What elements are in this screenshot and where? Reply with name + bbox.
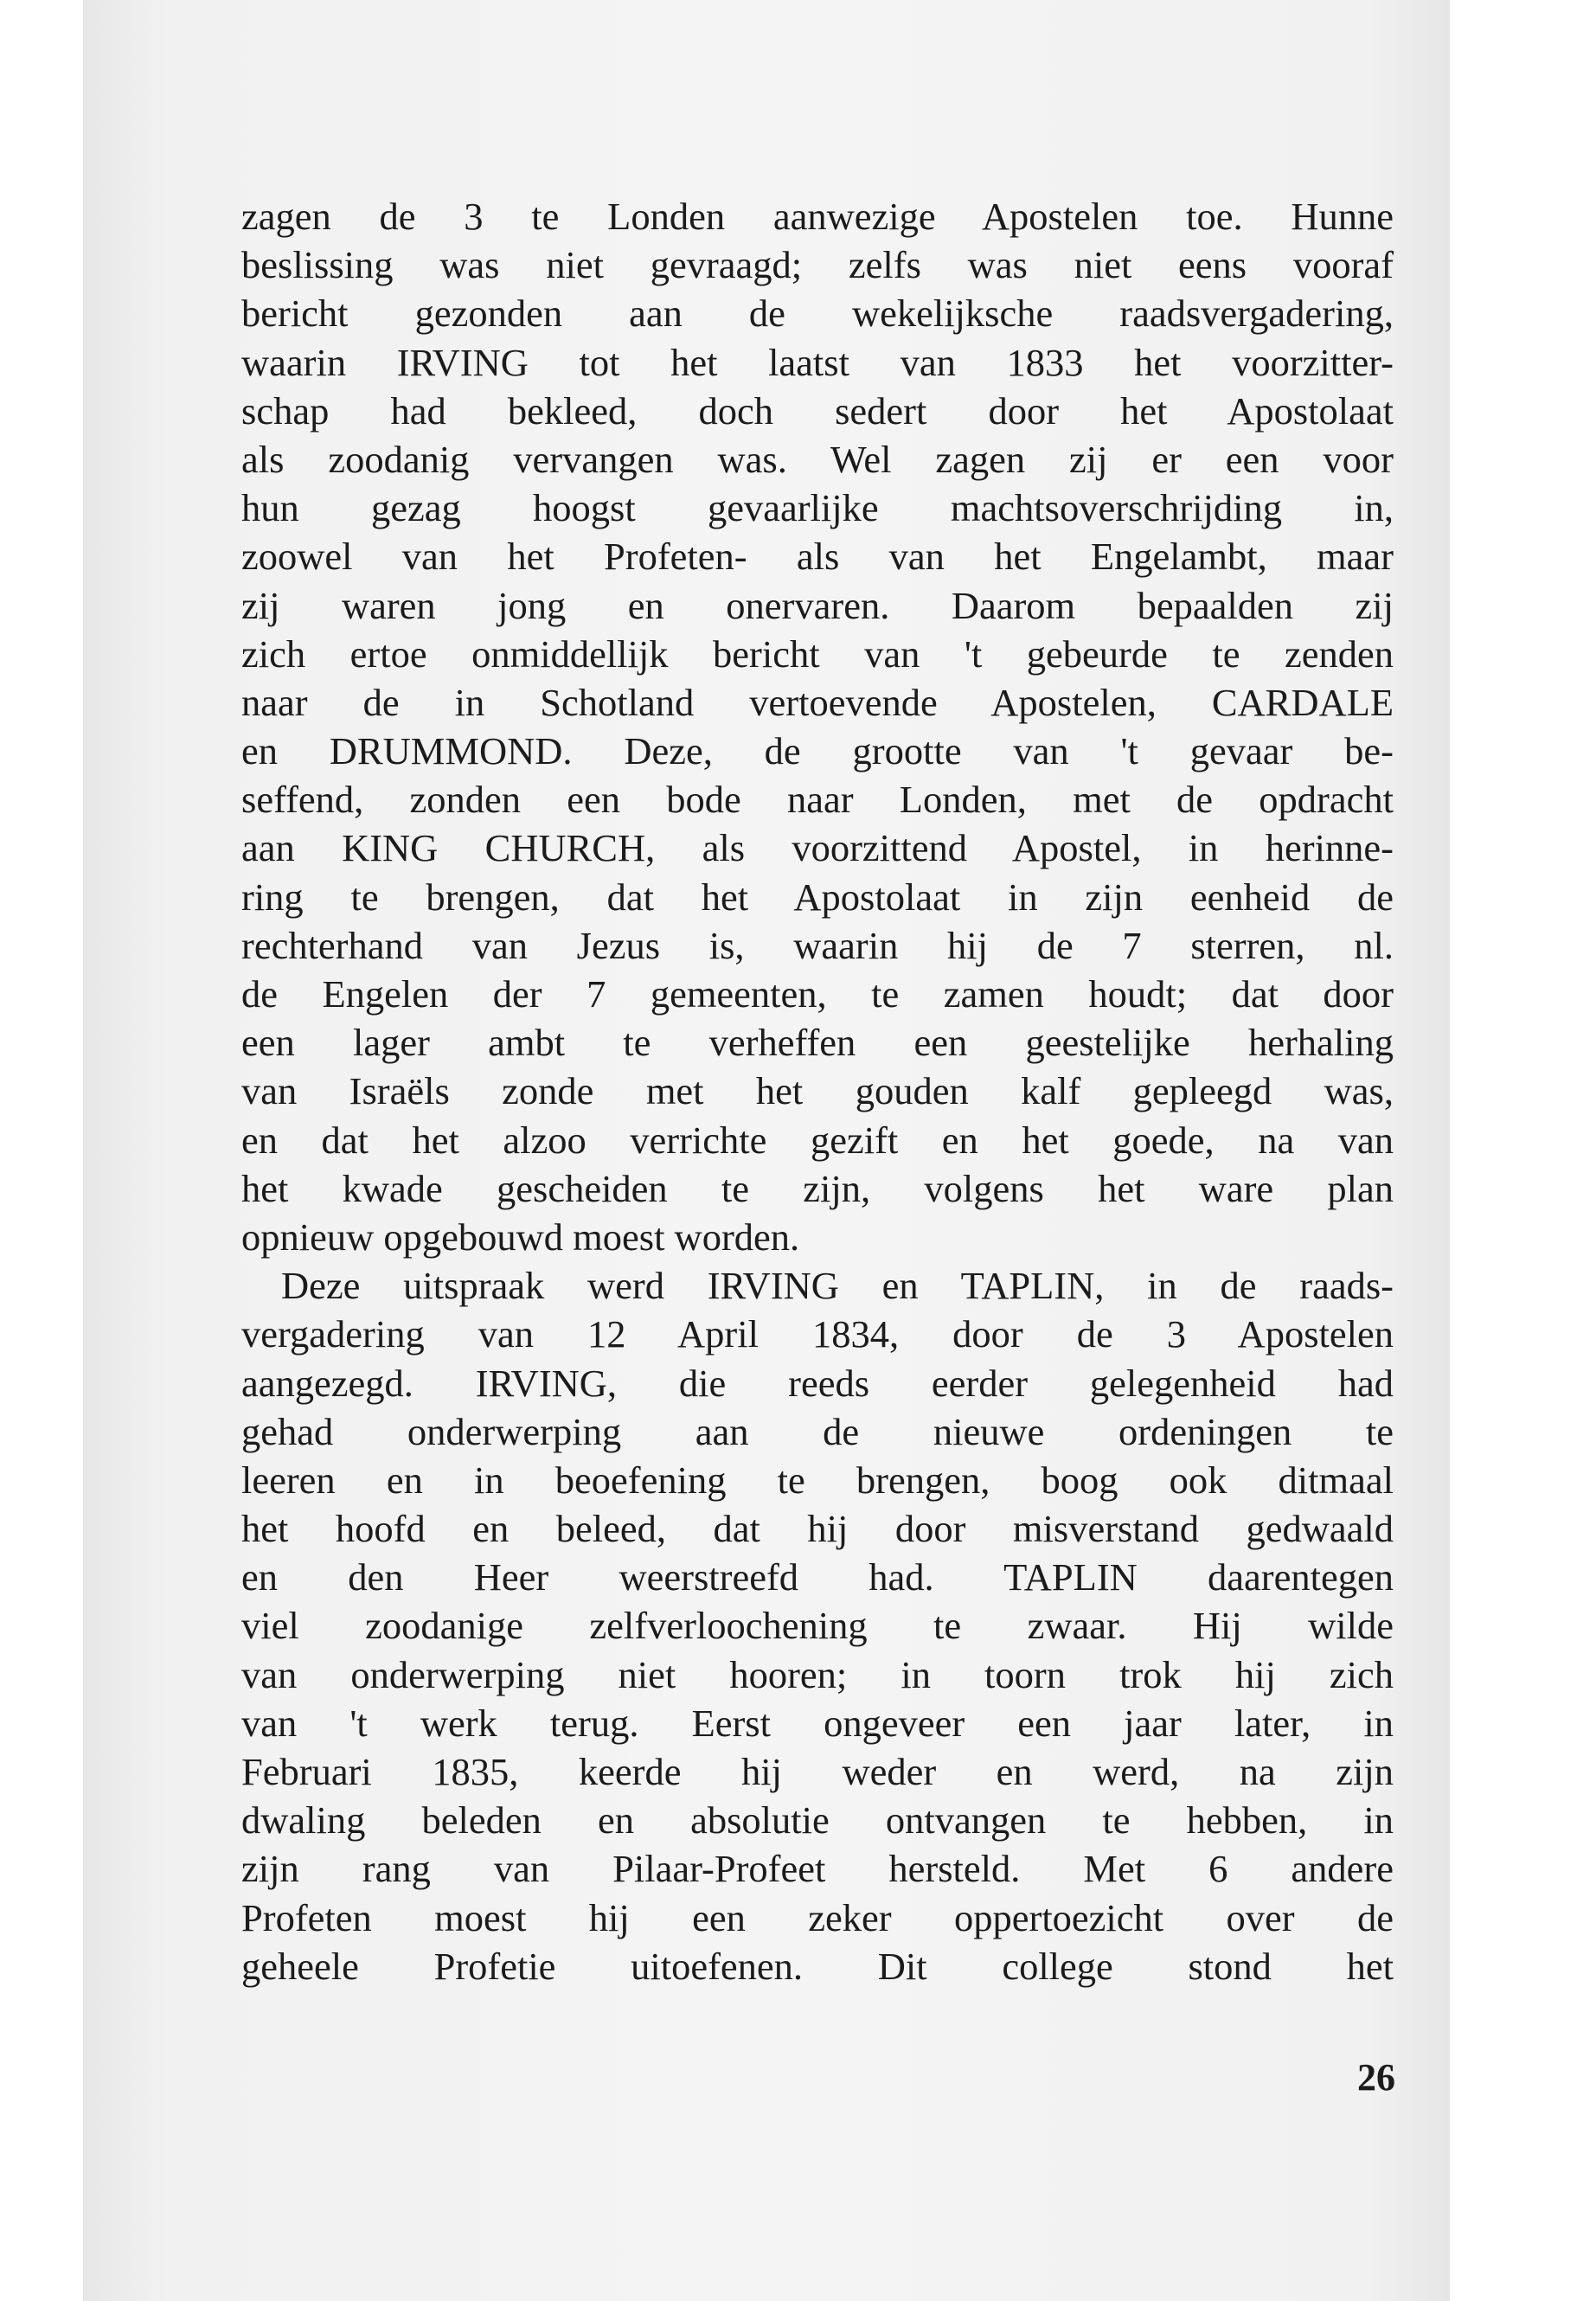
text-line: van onderwerping niet hooren; in toorn trok hij zich (241, 1652, 1394, 1696)
text-line: rechterhand van Jezus is, waarin hij de 7 sterren, nl. (241, 923, 1394, 967)
text-line: van 't werk terug. Eerst ongeveer een jaar later, in (241, 1701, 1394, 1745)
text-line: zagen de 3 te Londen aanwezige Apostelen toe. Hunne (241, 195, 1394, 238)
text-line: geheele Profetie uitoefenen. Dit college stond het (241, 1944, 1394, 1988)
text-line: schap had bekleed, doch sedert door het Apostolaat (241, 388, 1394, 433)
text-line: de Engelen der 7 gemeenten, te zamen houdt; dat door (241, 972, 1394, 1016)
body-text (241, 192, 1394, 1990)
text-line: vergadering van 12 April 1834, door de 3 Apostelen (241, 1312, 1394, 1356)
text-line: aan KING CHURCH, als voorzittend Apostel, in herinne- (241, 826, 1394, 870)
page-number: 26 (1357, 2056, 1395, 2099)
text-line: beslissing was niet gevraagd; zelfs was niet eens vooraf (241, 243, 1394, 287)
text-line: leeren en in beoefening te brengen, boog ook ditmaal (241, 1458, 1394, 1502)
text-line: zijn rang van Pilaar-Profeet hersteld. Met 6 andere (241, 1847, 1394, 1891)
text-line: dwaling beleden en absolutie ontvangen te hebben, in (241, 1798, 1394, 1843)
text-line: als zoodanig vervangen was. Wel zagen zij er een voor (241, 437, 1394, 481)
text-line: Profeten moest hij een zeker oppertoezicht over de (241, 1895, 1394, 1939)
text-line: en dat het alzoo verrichte gezift en het goede, na van (241, 1118, 1394, 1162)
text-line: seffend, zonden een bode naar Londen, met de opdracht (241, 778, 1394, 822)
text-line: bericht gezonden aan de wekelijksche raadsvergadering, (241, 292, 1394, 336)
text-line: gehad onderwerping aan de nieuwe ordeningen te (241, 1409, 1394, 1453)
text-line: en DRUMMOND. Deze, de grootte van 't gevaar be- (241, 729, 1394, 773)
text-line: viel zoodanige zelfverloochening te zwaar. Hij wilde (241, 1604, 1394, 1648)
text-line: en den Heer weerstreefd had. TAPLIN daarentegen (241, 1555, 1394, 1599)
text-line: het kwade gescheiden te zijn, volgens het ware plan (241, 1166, 1394, 1210)
text-line: zoowel van het Profeten- als van het Engelambt, maar (241, 535, 1394, 579)
text-line: naar de in Schotland vertoevende Apostelen, CARDALE (241, 680, 1394, 724)
text-line: aangezegd. IRVING, die reeds eerder gelegenheid had (241, 1361, 1394, 1405)
text-line: van Israëls zonde met het gouden kalf gepleegd was, (241, 1069, 1394, 1113)
text-line: zich ertoe onmiddellijk bericht van 't gebeurde te zenden (241, 631, 1394, 676)
text-line: zij waren jong en onervaren. Daarom bepaalden zij (241, 583, 1394, 627)
paragraph-end-line: opnieuw opgebouwd moest worden. (241, 1215, 800, 1259)
text-line: een lager ambt te verheffen een geestelijke herhaling (241, 1021, 1394, 1065)
paragraph-start-line: Deze uitspraak werd IRVING en TAPLIN, in de raads- (281, 1264, 1394, 1308)
text-line: Februari 1835, keerde hij weder en werd, na zijn (241, 1750, 1394, 1793)
text-line: waarin IRVING tot het laatst van 1833 het voorzitter- (241, 340, 1394, 384)
text-line: hun gezag hoogst gevaarlijke machtsoverschrijding in, (241, 486, 1394, 530)
text-line: ring te brengen, dat het Apostolaat in zijn eenheid de (241, 875, 1394, 919)
text-line: het hoofd en beleed, dat hij door misverstand gedwaald (241, 1507, 1394, 1551)
